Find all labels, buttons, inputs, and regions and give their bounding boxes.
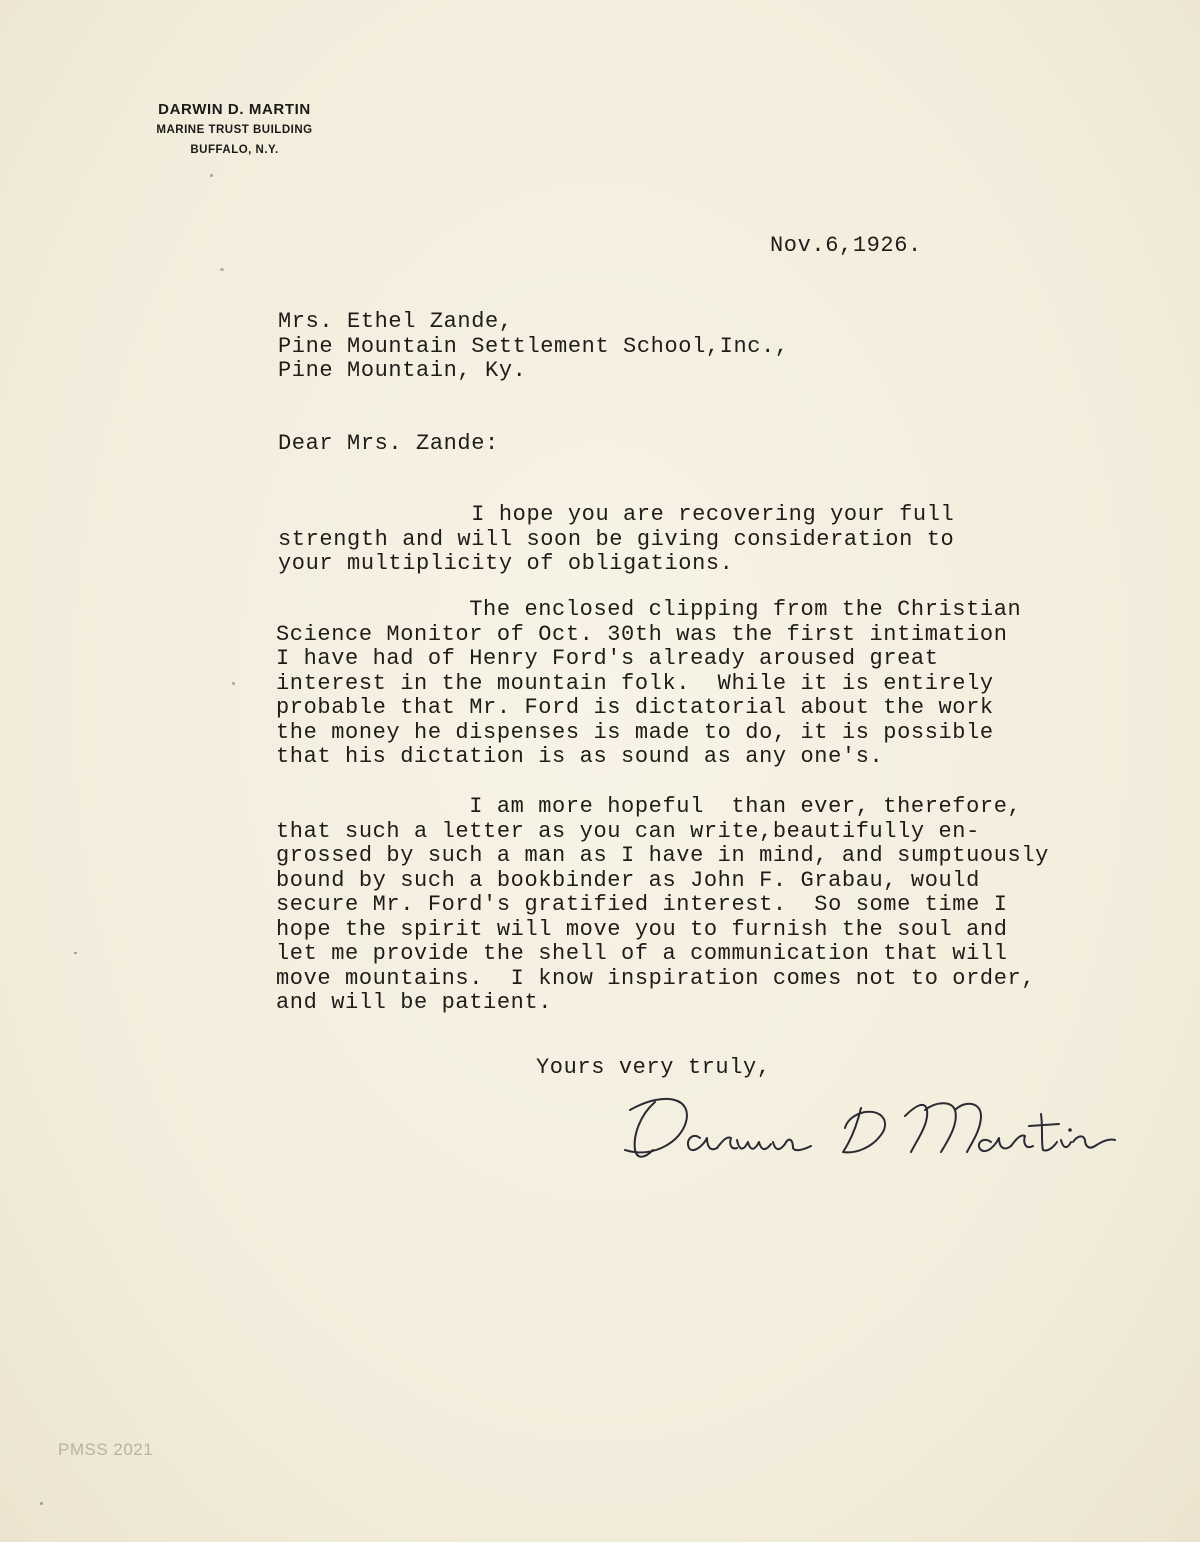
paper-speck — [210, 174, 213, 177]
signature-stroke — [1041, 1114, 1057, 1151]
letterhead-city: BUFFALO, N.Y. — [190, 144, 279, 156]
letterhead-name: DARWIN D. MARTIN — [158, 101, 311, 118]
recipient-line: Pine Mountain Settlement School,Inc., — [278, 333, 789, 359]
paper-speck — [40, 1502, 43, 1505]
signature-stroke — [1029, 1124, 1059, 1126]
signature-stroke — [717, 1137, 737, 1148]
signature-stroke — [737, 1140, 771, 1149]
signature-stroke — [773, 1140, 811, 1151]
signature-stroke — [1011, 1135, 1033, 1147]
closing: Yours very truly, — [536, 1055, 771, 1080]
letter-date: Nov.6,1926. — [770, 233, 922, 258]
body-paragraph: I hope you are recovering your full strength and will soon be giving consideration to your multiplicity of obligations. — [278, 502, 955, 576]
letterhead-building: MARINE TRUST BUILDING — [156, 124, 313, 136]
letterhead — [132, 100, 337, 160]
signature-stroke — [635, 1102, 655, 1157]
signature-stroke — [979, 1138, 1011, 1151]
paper-speck — [74, 952, 77, 954]
signature-stroke — [905, 1105, 927, 1152]
salutation: Dear Mrs. Zande: — [278, 431, 499, 456]
body-paragraph: I am more hopeful than ever, therefore, that such a letter as you can write,beautifully en- grossed by such a man as I have in mind, and sumptuously bound by such a bookbinder as John F. Grabau, would secure Mr. Ford's gratified interest. So some time I hope the spirit will move you to furnish the soul and let me provide the shell of a communication that will move mountains. I know inspiration comes not to order, and will be patient. — [276, 794, 1049, 1015]
recipient-line: Pine Mountain, Ky. — [278, 358, 527, 383]
signature-stroke — [1061, 1140, 1071, 1147]
paper-speck — [220, 268, 224, 271]
archive-stamp: PMSS 2021 — [58, 1440, 154, 1459]
signature-dot — [1068, 1128, 1072, 1132]
paper-speck — [232, 682, 235, 685]
recipient-address — [278, 310, 789, 384]
handwritten-signature — [615, 1080, 1135, 1170]
signature-stroke — [955, 1104, 981, 1152]
signature-stroke — [843, 1108, 885, 1152]
body-paragraph: The enclosed clipping from the Christian Science Monitor of Oct. 30th was the first intimation I have had of Henry Ford's already aroused great interest in the mountain folk. While it is entirely probable that Mr. Ford is dictatorial about the work the money he dispenses is made to do, it is possible that his dictation is as sound as any one's. — [276, 597, 1022, 769]
signature-stroke — [688, 1136, 717, 1150]
signature-stroke — [925, 1103, 956, 1152]
signature-stroke — [1073, 1136, 1115, 1147]
recipient-line: Mrs. Ethel Zande, — [278, 309, 513, 334]
